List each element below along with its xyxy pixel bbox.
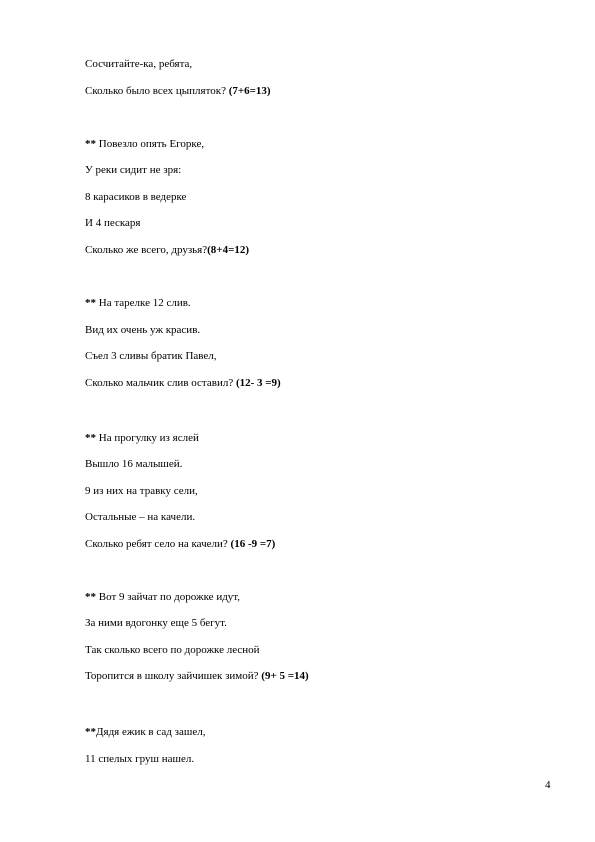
poem-2-line-5 <box>85 244 249 257</box>
poem-3-line-3 <box>85 350 217 363</box>
line-text: Остальные – на качели. <box>85 511 196 523</box>
poem-marker: ** <box>85 297 99 309</box>
line-text: 11 спелых груш нашел. <box>85 753 195 765</box>
line-text: Сколько же всего, друзья? <box>85 244 208 256</box>
poem-2-line-2 <box>85 164 181 177</box>
line-text: За ними вдогонку еще 5 бегут. <box>85 617 227 629</box>
line-text: Сколько было всех цыпляток? <box>85 85 229 97</box>
poem-4-line-4 <box>85 511 195 524</box>
answer-expression: (16 -9 =7) <box>230 538 276 550</box>
poem-marker: ** <box>85 138 99 150</box>
line-text: Сколько ребят село на качели? <box>85 538 231 550</box>
poem-5-line-3 <box>85 644 260 657</box>
poem-4-line-1 <box>85 432 199 445</box>
poem-5-line-1 <box>85 591 240 604</box>
poem-2-line-3 <box>85 191 186 204</box>
poem-marker: ** <box>85 432 99 444</box>
line-text: Вышло 16 малышей. <box>85 458 183 470</box>
poem-1-line-2 <box>85 85 271 98</box>
page-number: 4 <box>545 779 551 791</box>
line-text: Дядя ежик в сад зашел, <box>96 726 206 738</box>
answer-expression: (7+6=13) <box>228 85 271 97</box>
poem-6-line-1 <box>85 726 205 739</box>
line-text: На прогулку из яслей <box>98 432 199 444</box>
poem-4-line-3 <box>85 485 198 498</box>
answer-expression: (12- 3 =9) <box>235 377 281 389</box>
poem-1-line-1 <box>85 58 192 71</box>
line-text: Вот 9 зайчат по дорожке идут, <box>98 591 241 603</box>
line-text: Съел 3 сливы братик Павел, <box>85 350 217 362</box>
line-text: 8 карасиков в ведерке <box>85 191 187 203</box>
poem-3-line-2 <box>85 324 200 337</box>
line-text: На тарелке 12 слив. <box>98 297 191 309</box>
poem-3-line-4 <box>85 377 281 390</box>
poem-3-line-1 <box>85 297 191 310</box>
line-text: Вид их очень уж красив. <box>85 324 201 336</box>
line-text: Сколько мальчик слив оставил? <box>85 377 236 389</box>
poem-2-line-4 <box>85 217 141 230</box>
line-text: 9 из них на травку сели, <box>85 485 198 497</box>
poem-5-line-2 <box>85 617 227 630</box>
line-text: У реки сидит не зря: <box>85 164 182 176</box>
poem-5-line-4 <box>85 670 309 683</box>
line-text: Повезло опять Егорке, <box>98 138 205 150</box>
poem-6-line-2 <box>85 753 194 766</box>
answer-expression: (9+ 5 =14) <box>261 670 309 682</box>
line-text: И 4 пескаря <box>85 217 141 229</box>
poem-4-line-5 <box>85 538 275 551</box>
poem-marker: ** <box>85 591 99 603</box>
line-text: Так сколько всего по дорожке лесной <box>85 644 260 656</box>
line-text: Торопится в школу зайчишек зимой? <box>85 670 262 682</box>
line-text: Сосчитайте-ка, ребята, <box>85 58 193 70</box>
poem-4-line-2 <box>85 458 182 471</box>
poem-marker: ** <box>85 726 96 738</box>
answer-expression: (8+4=12) <box>207 244 250 256</box>
poem-2-line-1 <box>85 138 204 151</box>
